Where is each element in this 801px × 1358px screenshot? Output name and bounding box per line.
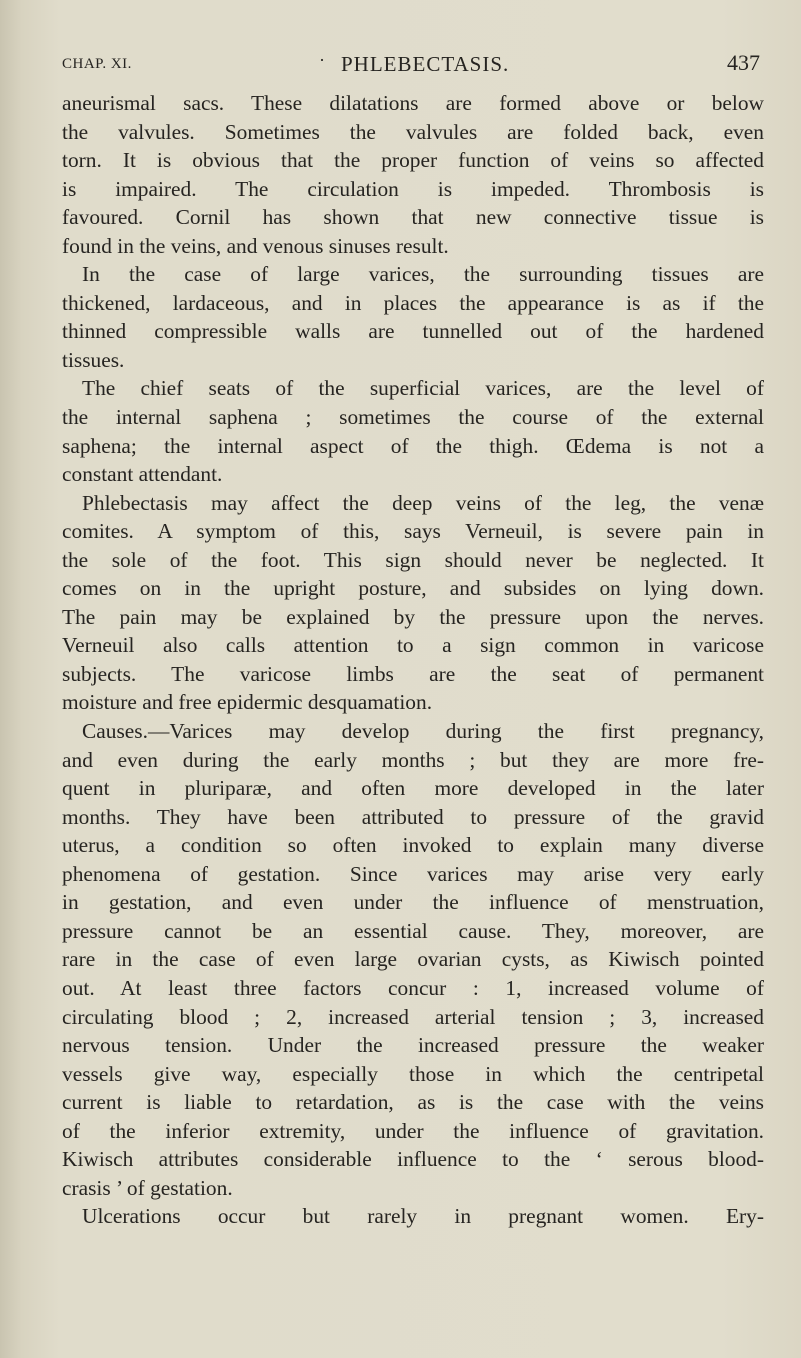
page-number: 437 xyxy=(727,50,760,75)
text-line: quent in pluriparæ, and often more developed in the later xyxy=(62,776,764,801)
header-separator: · xyxy=(319,50,325,70)
text-line: Causes.—Varices may develop during the first pregnancy, xyxy=(82,719,764,744)
text-line: Phlebectasis may affect the deep veins of the leg, the venæ xyxy=(82,490,764,515)
text-line: out. At least three factors concur : 1, increased volume of xyxy=(62,975,764,1000)
text-line: current is liable to retardation, as is the case with the veins xyxy=(62,1090,764,1115)
text-line: phenomena of gestation. Since varices may arise very early xyxy=(62,861,764,886)
text-line: crasis ’ of gestation. xyxy=(62,1175,233,1200)
text-line: Verneuil also calls attention to a sign common in varicose xyxy=(62,633,764,658)
text-line: the valvules. Sometimes the valvules are folded back, even xyxy=(62,119,764,144)
text-line: The pain may be explained by the pressure upon the nerves. xyxy=(62,604,764,629)
text-line: in gestation, and even under the influence of menstruation, xyxy=(62,890,764,915)
body-text xyxy=(62,89,764,1231)
text-line: favoured. Cornil has shown that new connective tissue is xyxy=(62,205,764,230)
text-line: comes on in the upright posture, and subsides on lying down. xyxy=(62,576,764,601)
text-line: months. They have been attributed to pressure of the gravid xyxy=(62,804,764,829)
text-line: thinned compressible walls are tunnelled out of the hardened xyxy=(62,319,764,344)
text-line: In the case of large varices, the surrounding tissues are xyxy=(82,262,764,287)
text-line: vessels give way, especially those in which the centripetal xyxy=(62,1061,764,1086)
text-line: The chief seats of the superficial varices, are the level of xyxy=(82,376,764,401)
text-line: Ulcerations occur but rarely in pregnant women. Ery- xyxy=(82,1204,764,1229)
text-line: pressure cannot be an essential cause. They, moreover, are xyxy=(62,918,764,943)
text-line: the sole of the foot. This sign should never be neglected. It xyxy=(62,547,764,572)
text-line: thickened, lardaceous, and in places the appearance is as if the xyxy=(62,290,764,315)
text-line: the internal saphena ; sometimes the course of the external xyxy=(62,405,764,430)
text-line: is impaired. The circulation is impeded. Thrombosis is xyxy=(62,176,764,201)
text-line: of the inferior extremity, under the influence of gravitation. xyxy=(62,1118,764,1143)
text-line: aneurismal sacs. These dilatations are formed above or below xyxy=(62,91,764,115)
text-line: torn. It is obvious that the proper function of veins so affected xyxy=(62,148,764,173)
running-header xyxy=(62,50,760,80)
text-line: and even during the early months ; but they are more fre- xyxy=(62,747,764,772)
running-title: PHLEBECTASIS. xyxy=(341,52,510,76)
text-line: tissues. xyxy=(62,347,125,372)
text-line: Kiwisch attributes considerable influence to the ‘ serous blood- xyxy=(62,1147,764,1172)
text-line: moisture and free epidermic desquamation. xyxy=(62,690,433,715)
text-line: saphena; the internal aspect of the thigh. Œdema is not a xyxy=(62,433,764,458)
text-line: rare in the case of even large ovarian cysts, as Kiwisch pointed xyxy=(62,947,764,972)
text-line: uterus, a condition so often invoked to explain many diverse xyxy=(62,833,764,858)
text-line: found in the veins, and venous sinuses result. xyxy=(62,233,449,258)
text-line: subjects. The varicose limbs are the seat of permanent xyxy=(62,661,764,686)
text-line: nervous tension. Under the increased pressure the weaker xyxy=(62,1033,764,1058)
chapter-label: CHAP. XI. xyxy=(62,56,132,72)
text-line: circulating blood ; 2, increased arterial tension ; 3, increased xyxy=(62,1004,764,1029)
text-line: constant attendant. xyxy=(62,462,223,487)
text-line: comites. A symptom of this, says Verneuil, is severe pain in xyxy=(62,519,764,544)
